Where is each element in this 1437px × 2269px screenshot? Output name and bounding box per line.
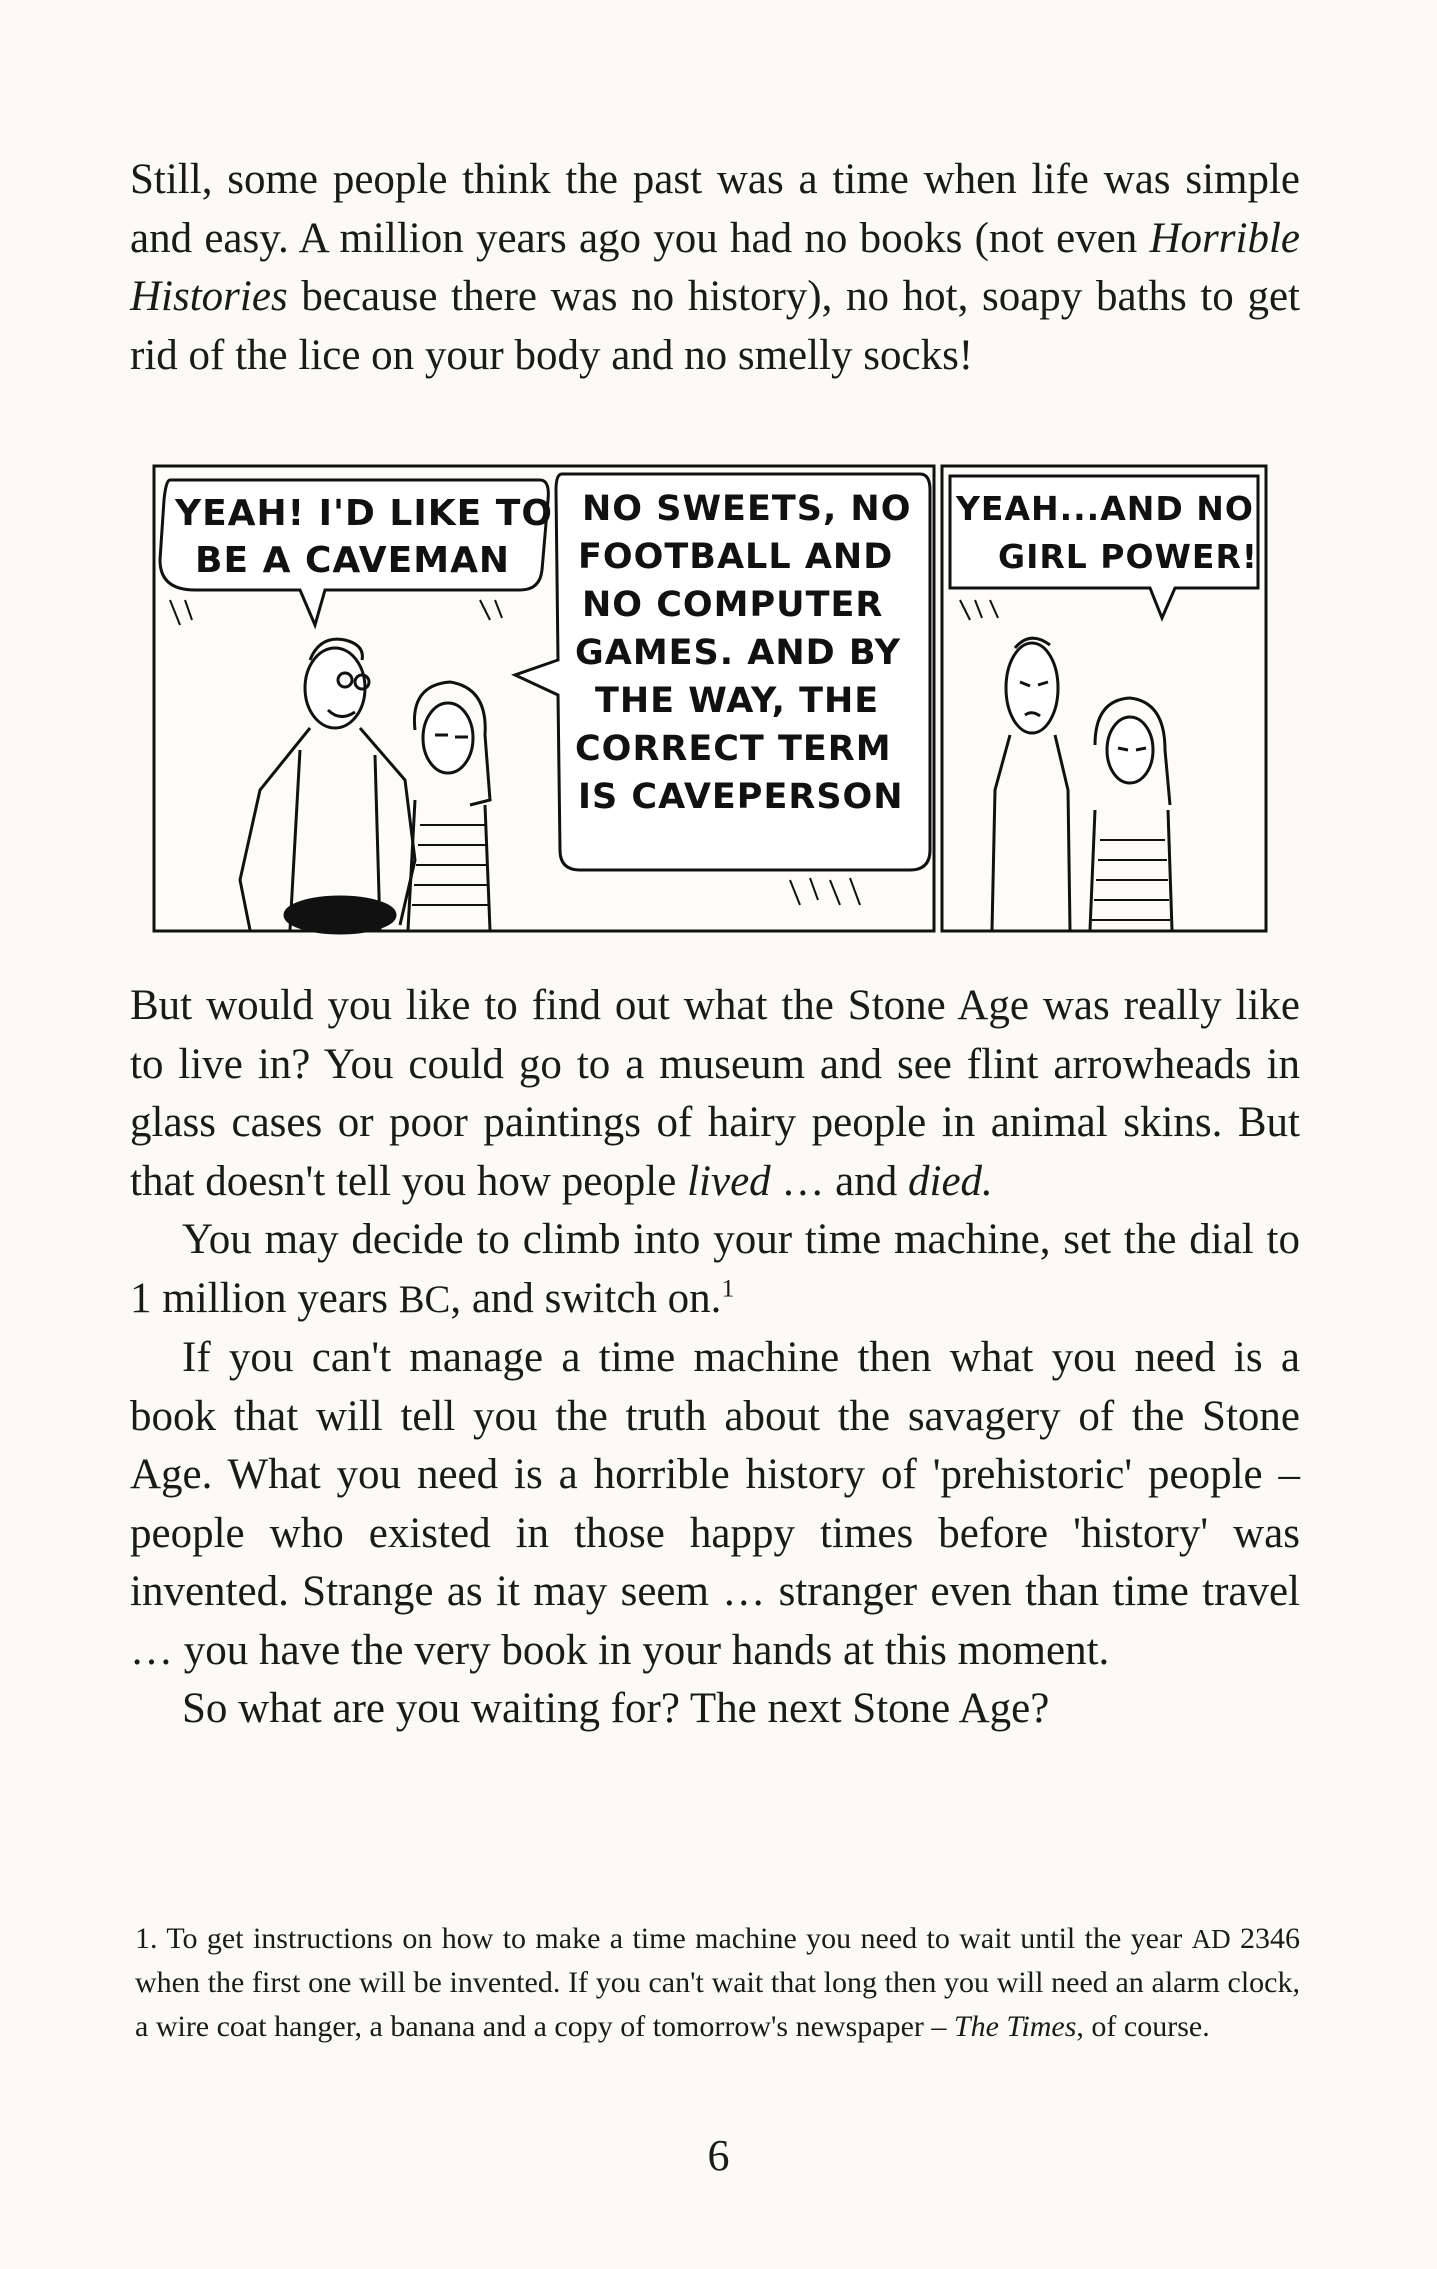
body-text	[130, 977, 1300, 1739]
comic-strip	[150, 460, 1270, 935]
bubble-2-line-2: FOOTBALL AND	[578, 537, 894, 577]
book-title-italic: Horrible Histories	[130, 214, 1300, 320]
bubble-1-line-2: BE A CAVEMAN	[195, 540, 511, 581]
page-number: 6	[707, 2131, 730, 2180]
bubble-2-line-1: NO SWEETS, NO	[582, 489, 912, 529]
bubble-2-line-6: CORRECT TERM	[575, 729, 892, 769]
bubble-1-line-1: YEAH! I'D LIKE TO	[175, 493, 553, 534]
paragraph-1: But would you like to find out what the Stone Age was really like to live in? You could go to a museum and see flint arrowheads in glass cases or poor paintings of hairy people in animal skins. But that doesn't tell you how people lived … and died.	[130, 982, 1300, 1205]
bubble-3-line-1: YEAH...AND NO	[956, 489, 1254, 528]
bubble-2-line-4: GAMES. AND BY	[575, 633, 901, 673]
footnote	[135, 1917, 1300, 2049]
intro-text: Still, some people think the past was a time when life was simple and easy. A million years ago you had no books (not even Horrible Histories because there was no history), no hot, soapy baths to get rid of the lice on your body and no smelly socks!	[130, 156, 1300, 379]
bubble-2-line-7: IS CAVEPERSON	[578, 777, 904, 817]
bubble-3-line-2: GIRL POWER!	[998, 537, 1258, 576]
paragraph-4: So what are you waiting for? The next Stone Age?	[182, 1685, 1050, 1732]
footnote-marker: 1	[721, 1273, 735, 1303]
comic-illustration	[150, 460, 1270, 935]
footnote-text: 1. To get instructions on how to make a time machine you need to wait until the year AD 2346 when the first one will be invented. If you can't wait that long then you will need an alarm clock, a wire coat hanger, a banana and a copy of tomorrow's newspaper – The Times, of course.	[135, 1922, 1300, 2043]
bubble-2-line-3: NO COMPUTER	[582, 585, 884, 625]
intro-paragraph	[130, 151, 1300, 385]
bubble-2-line-5: THE WAY, THE	[595, 681, 880, 721]
paragraph-3: If you can't manage a time machine then what you need is a book that will tell you the truth about the savagery of the Stone Age. What you need is a horrible history of 'prehistoric' people – people who existed in those happy times before 'history' was invented. Strange as it may seem … stranger even than time travel … you have the very book in your hands at this moment.	[130, 1334, 1300, 1674]
paragraph-2: You may decide to climb into your time machine, set the dial to 1 million years BC, and switch on.$^1$	[130, 1216, 1300, 1322]
bubble-2-text	[575, 489, 911, 817]
